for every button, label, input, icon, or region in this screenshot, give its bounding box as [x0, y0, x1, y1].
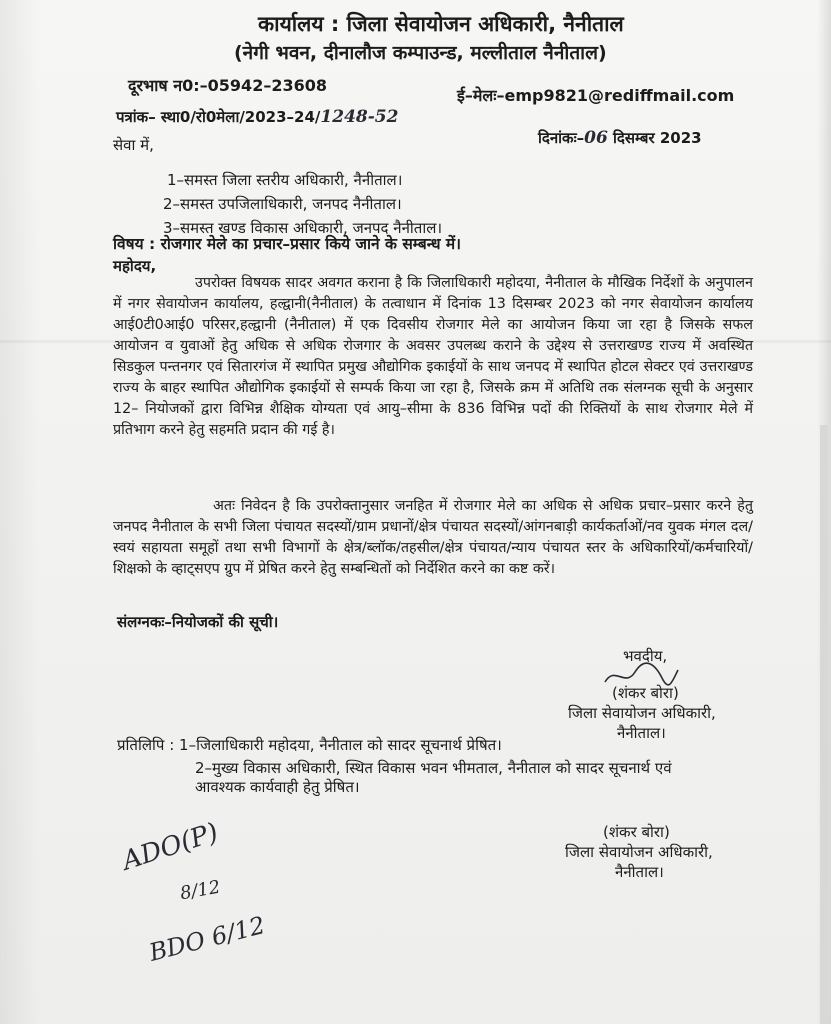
letterhead-email: ई–मेलः–emp9821@rediffmail.com — [457, 86, 735, 105]
seva-me: सेवा में, — [113, 136, 154, 154]
letterhead-address: (नेगी भवन, दीनालौज कम्पाउन्ड, मल्लीताल नैनीताल) — [234, 42, 607, 64]
salutation: महोदय, — [113, 257, 157, 275]
copy-to-2-line2: आवश्यक कार्यवाही हेतु प्रेषित। — [195, 778, 360, 796]
date-handwritten: 06 — [584, 128, 608, 148]
letter-date — [538, 128, 702, 148]
scan-edge — [820, 425, 828, 1024]
addressee-3: 3–समस्त खण्ड विकास अधिकारी, जनपद नैनीताल। — [163, 219, 443, 237]
page-shadow-left — [0, 0, 40, 1024]
signatory-designation-2: जिला सेवायोजन अधिकारी, — [565, 843, 713, 861]
signatory-name-1: (शंकर बोरा) — [612, 684, 679, 702]
signatory-place-2: नैनीताल। — [615, 863, 664, 881]
patrank-handwritten: 1248-52 — [320, 107, 399, 127]
handwritten-bdo: BDO 6/12 — [146, 911, 268, 967]
signatory-place-1: नैनीताल। — [617, 724, 666, 742]
signatory-designation-1: जिला सेवायोजन अधिकारी, — [568, 704, 716, 722]
copy-to-2-line1: 2–मुख्य विकास अधिकारी, स्थित विकास भवन भीमताल, नैनीताल को सादर सूचनार्थ एवं — [195, 759, 672, 777]
patrank-printed: पत्रांक– स्था0/रो0मेला/2023–24/ — [116, 108, 321, 126]
addressee-1: 1–समस्त जिला स्तरीय अधिकारी, नैनीताल। — [167, 171, 403, 189]
enclosure-note: संलग्नकः–नियोजकों की सूची। — [117, 613, 279, 631]
subject-line: विषय : रोजगार मेले का प्रचार–प्रसार किये जाने के सम्बन्ध में। — [113, 235, 462, 253]
bhavadiya: भवदीय, — [623, 647, 668, 665]
letterhead-phone: दूरभाष न0:–05942–23608 — [128, 76, 327, 95]
handwritten-date: 8/12 — [178, 876, 222, 905]
reference-number — [116, 107, 398, 127]
body-paragraph-1: उपरोक्त विषयक सादर अवगत कराना है कि जिलाधिकारी महोदया, नैनीताल के मौखिक निर्देशों के अनुपालन में नगर सेवायोजन कार्यालय, हल्द्वानी(नैनीताल) के तत्वाधान में दिनांक 13 दिसम्बर 2023 को नगर सेवायोजन कार्यालय आई0टी0आई0 परिसर,हल्द्वानी (नैनीताल) में एक दिवसीय रोजगार मेले का आयोजन किया जा रहा है जिसके सफल आयोजन व युवाओं हेतु अधिक से अधिक रोजगार के अवसर उपलब्ध कराने के उद्देश्य से उत्तराखण्ड राज्य में अवस्थित सिडकुल पन्तनगर एवं सितारगंज में स्थापित प्रमुख औद्योगिक इकाईयों के साथ जनपद में स्थापित होटल सेक्टर एवं उत्तराखण्ड राज्य के बाहर स्थापित औद्योगिक इकाईयों से सम्पर्क किया जा रहा है, जिसके क्रम में अतिथि तक संलग्नक सूची के अनुसार 12– नियोजकों द्वारा विभिन्न शैक्षिक योग्यता एवं आयु–सीमा के 836 विभिन्न पदों की रिक्तियों के साथ रोजगार मेले में प्रतिभाग करने हेतु सहमति प्रदान की गई है। — [113, 275, 753, 438]
handwritten-ado: ADO(P) — [118, 817, 222, 877]
letterhead-office: कार्यालय : जिला सेवायोजन अधिकारी, नैनीताल — [258, 12, 624, 36]
signatory-name-2: (शंकर बोरा) — [603, 823, 670, 841]
date-suffix: दिसम्बर 2023 — [613, 129, 702, 147]
addressee-2: 2–समस्त उपजिलाधिकारी, जनपद नैनीताल। — [163, 195, 402, 213]
date-prefix: दिनांकः– — [538, 129, 585, 147]
body-paragraph-2: अतः निवेदन है कि उपरोक्तानुसार जनहित में रोजगार मेले का अधिक से अधिक प्रचार–प्रसार करने हेतु जनपद नैनीताल के सभी जिला पंचायत सदस्यों/ग्राम प्रधानों/क्षेत्र पंचायत सदस्यों/आंगनबाड़ी कार्यकर्ताओं/नव युवक मंगल दल/स्वयं सहायता समूहों तथा सभी विभागों के क्षेत्र/ब्लॉक/तहसील/क्षेत्र पंचायत/न्याय पंचायत स्तर के अधिकारियों/कर्मचारियों/शिक्षको के व्हाट्सएप ग्रुप में प्रेषित करने हेतु सम्बन्धितों को निर्देशित करने का कष्ट करें। — [113, 498, 753, 577]
copy-to-1: प्रतिलिपि : 1–जिलाधिकारी महोदया, नैनीताल को सादर सूचनार्थ प्रेषित। — [117, 736, 502, 754]
